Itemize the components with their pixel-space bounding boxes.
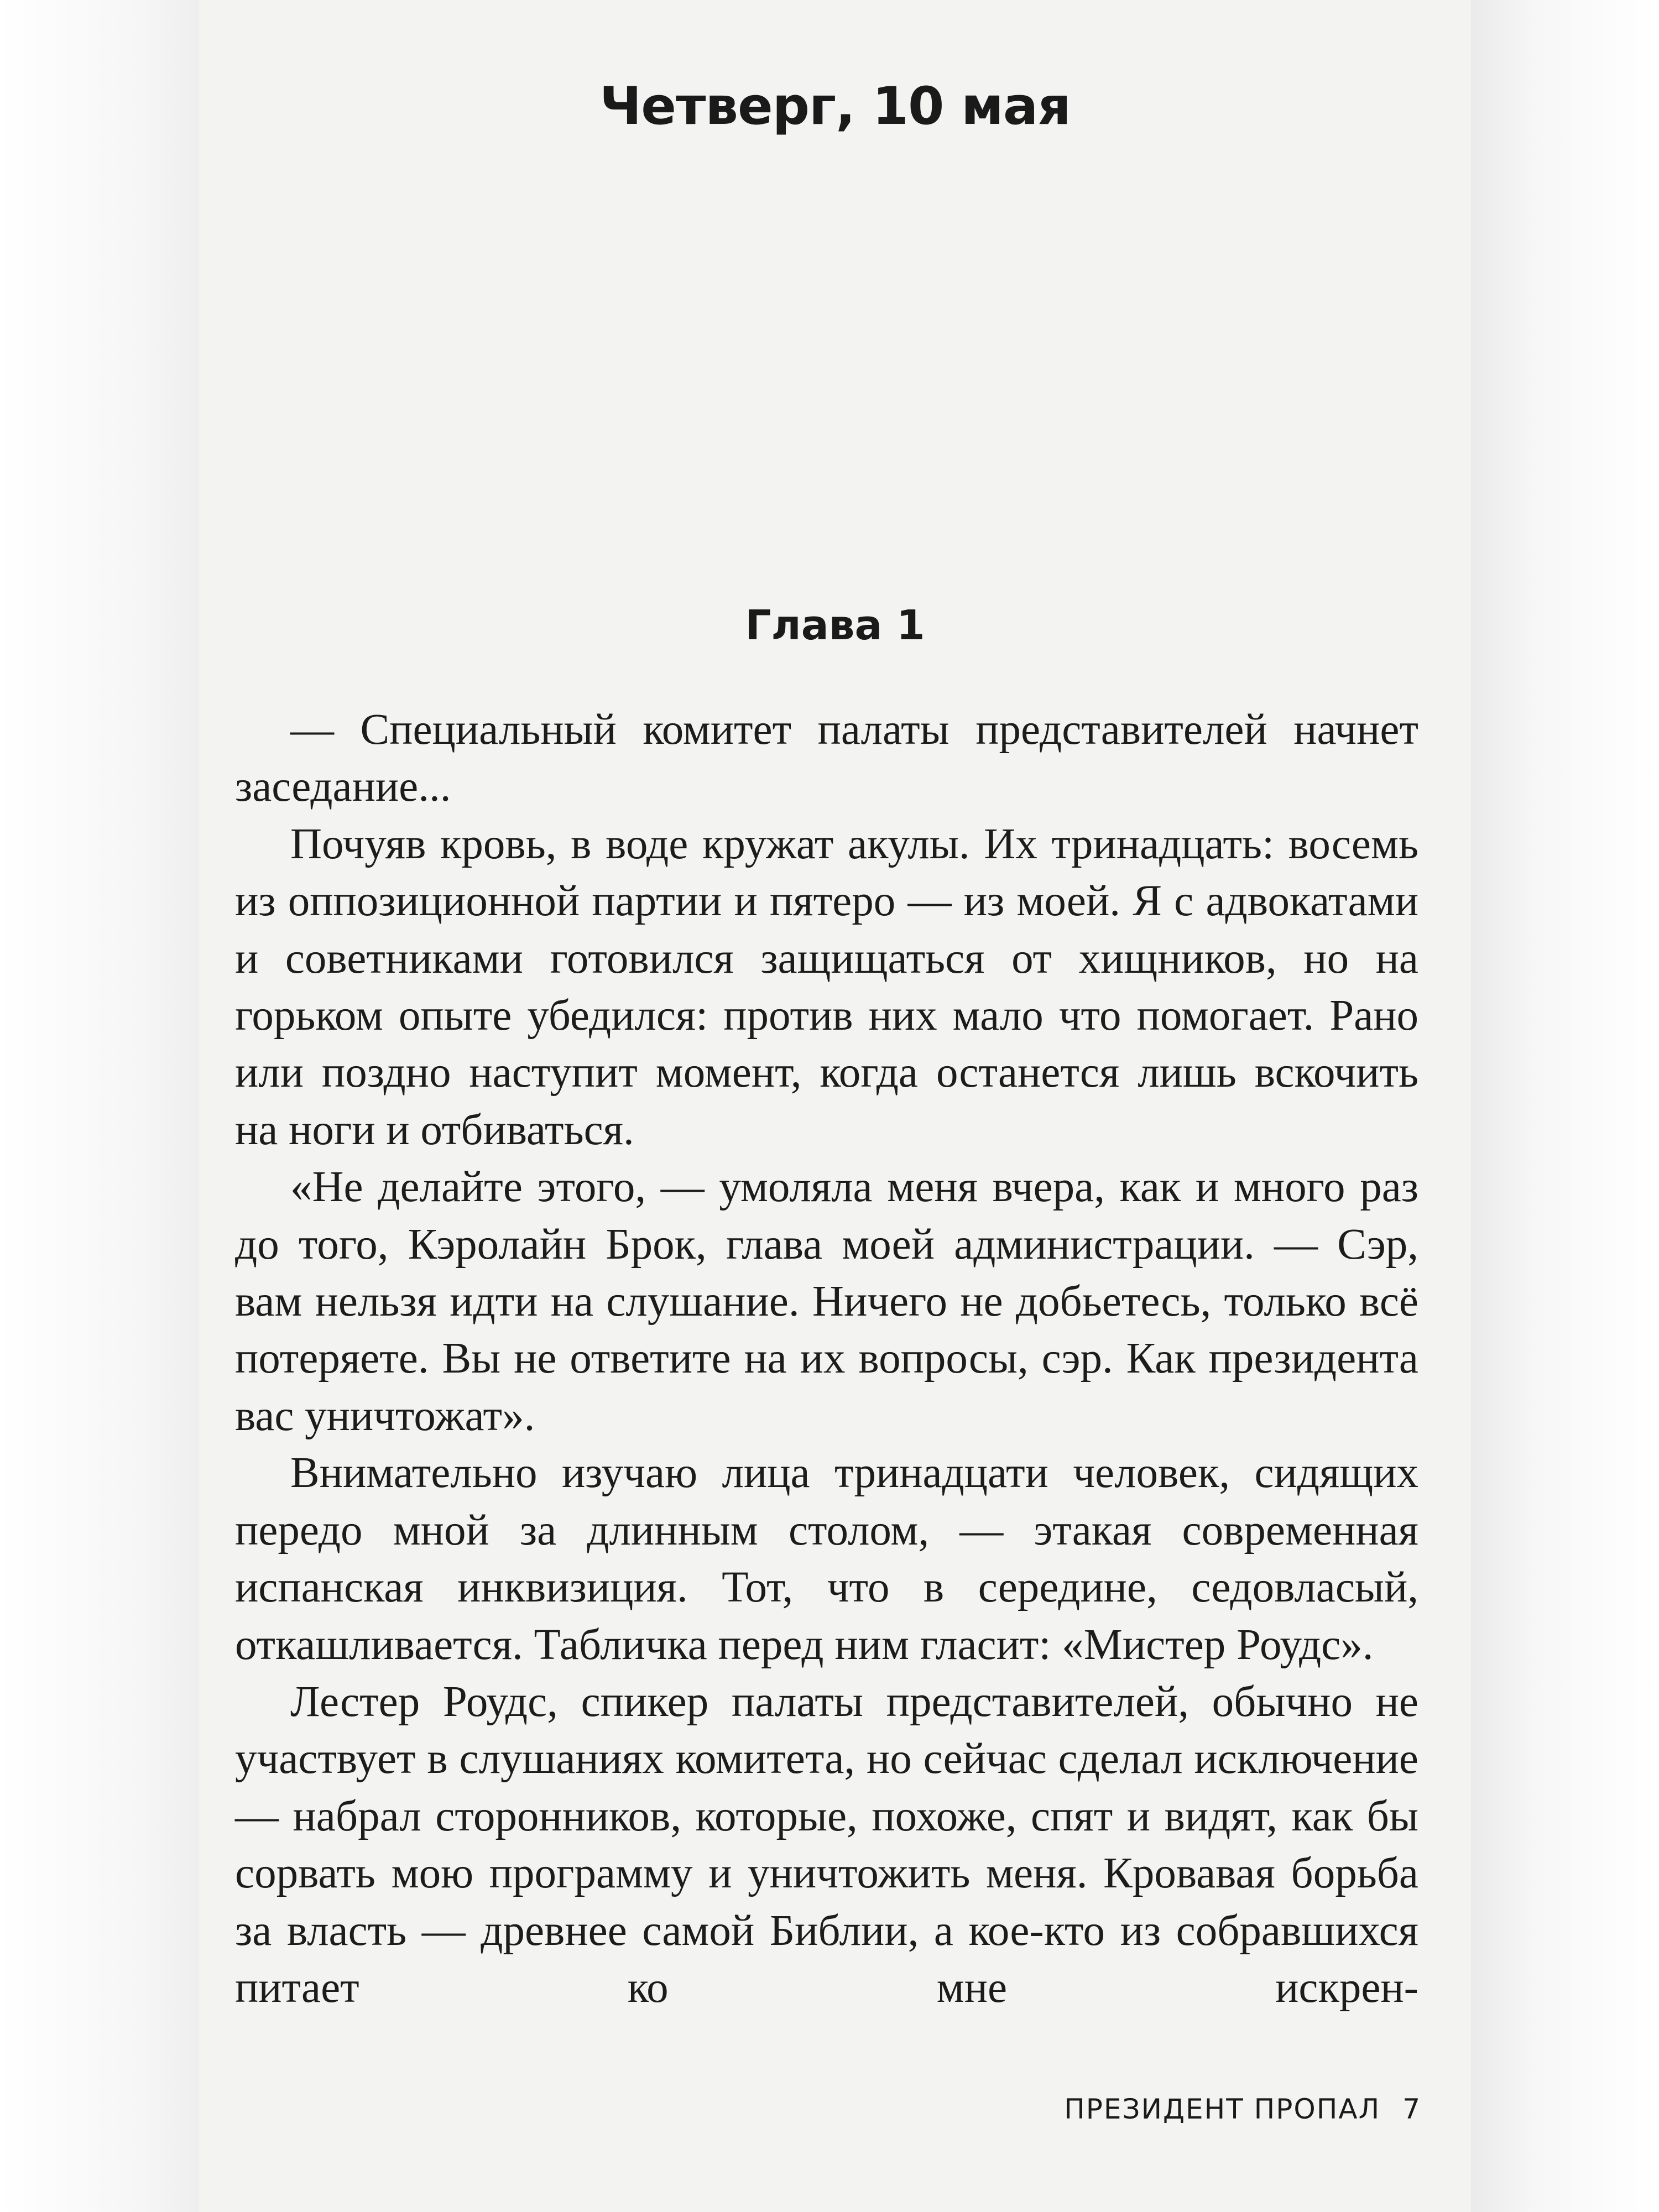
paragraph: «Не делайте этого, — умоляла меня вчера, как и много раз до того, Кэролайн Брок, глава моей администрации. — Сэр, вам нельзя идти на слушание. Ничего не добьетесь, только всё потеряете. Вы не ответите на их вопросы, сэр. Как президента вас уничтожат». [235, 1163, 1418, 1440]
page-number: 7 [1402, 2093, 1421, 2125]
running-title: ПРЕЗИДЕНТ ПРОПАЛ [1064, 2093, 1381, 2125]
running-footer [1064, 2093, 1421, 2125]
paragraph: Лестер Роудс, спикер палаты представителей, обычно не участвует в слушаниях комитета, но сейчас сделал исключение — набрал сторонников, которые, похоже, спят и видят, как бы сорвать мою программу и уничтожить меня. Кровавая борьба за власть — древнее самой Библии, а кое-кто из собравшихся питает ко мне искрен- [235, 1677, 1418, 2012]
paragraph: Внимательно изучаю лица тринадцати человек, сидящих передо мной за длинным столом, — этакая современная испанская инквизиция. Тот, что в середине, седовласый, откашливается. Табличка перед ним гласит: «Мистер Роудс». [235, 1449, 1418, 1669]
chapter-heading: Глава 1 [745, 602, 925, 649]
paragraph: — Специальный комитет палаты представителей начнет заседание... [235, 706, 1418, 811]
body-text [235, 701, 1418, 2016]
paragraph: Почуяв кровь, в воде кружат акулы. Их тринадцать: восемь из оппозиционной партии и пятеро — из моей. Я с адвокатами и советниками готовился защищаться от хищников, но на горьком опыте убедился: против них мало что помогает. Рано или поздно наступит момент, когда останется лишь вскочить на ноги и отбиваться. [235, 820, 1418, 1154]
scan-margin-left [0, 0, 199, 2212]
scan-margin-right [1471, 0, 1659, 2212]
date-heading: Четверг, 10 мая [599, 76, 1071, 137]
